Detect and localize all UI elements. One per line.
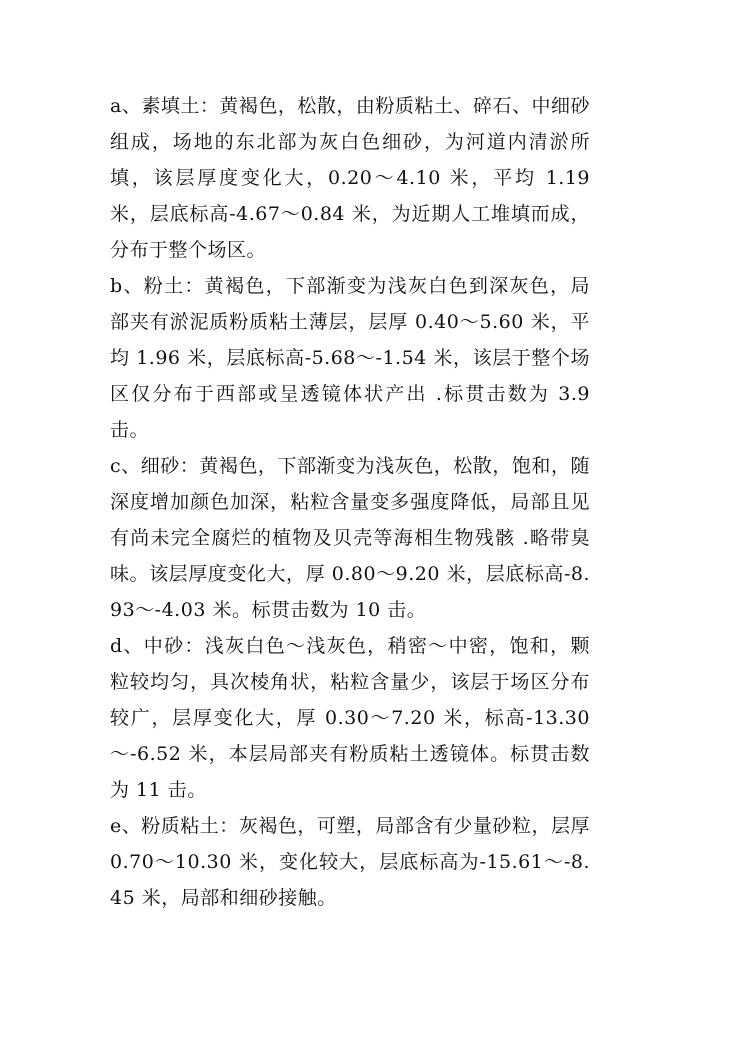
paragraph-a-plain-fill: a、素填土：黄褐色，松散，由粉质粘土、碎石、中细砂组成，场地的东北部为灰白色细砂，为河道内清淤所填，该层厚度变化大，0.20～4.10 米，平均 1.19 米，层底标高-4.67～0.84 米，为近期人工堆填而成，分布于整个场区。: [110, 95, 590, 261]
paragraph-e-silty-clay: e、粉质粘土：灰褐色，可塑，局部含有少量砂粒，层厚 0.70～10.30 米，变化较大，层底标高为-15.61～-8.45 米，局部和细砂接触。: [110, 815, 590, 909]
paragraph-c-fine-sand: c、细砂：黄褐色，下部渐变为浅灰色，松散，饱和，随深度增加颜色加深，粘粒含量变多强度降低，局部且见有尚未完全腐烂的植物及贝壳等海相生物残骸 .略带臭味。该层厚度变化大，厚 0.80～9.20 米，层底标高-8.93～-4.03 米。标贯击数为 10 击。: [110, 455, 590, 621]
paragraph-b-silt: b、粉土：黄褐色，下部渐变为浅灰白色到深灰色，局部夹有淤泥质粉质粘土薄层，层厚 0.40～5.60 米，平均 1.96 米，层底标高-5.68～-1.54 米，该层于整个场区仅分布于西部或呈透镜体状产出 .标贯击数为 3.9 击。: [110, 275, 590, 441]
document-body: [110, 88, 590, 916]
paragraph-d-medium-sand: d、中砂：浅灰白色～浅灰色，稍密～中密，饱和，颗粒较均匀，具次棱角状，粘粒含量少，该层于场区分布较广，层厚变化大，厚 0.30～7.20 米，标高-13.30～-6.52 米，本层局部夹有粉质粘土透镜体。标贯击数为 11 击。: [110, 635, 590, 801]
